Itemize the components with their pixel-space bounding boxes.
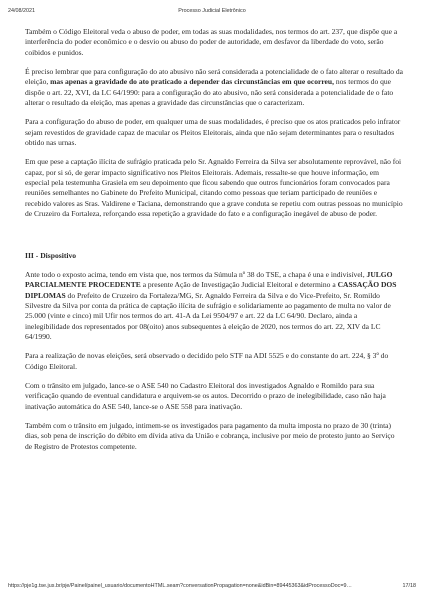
paragraph-configuracao-ato-abusivo: [25, 67, 403, 108]
paragraph-abuso-poder: Para a configuração do abuso de poder, em qualquer uma de suas modalidades, é preciso que os atos praticados pelo infrator sejam revestidos de gravidade capaz de macular os Pleitos Eleitorais, ainda que não sejam determinantes para o resultados obtido nas urnas.: [25, 117, 401, 148]
cassacao-text: CASSAÇÃO DOS DIPLOMAS: [25, 280, 397, 300]
paragraph-text: nos termos do que dispõe o art. 22, XVI, da LC 64/1990: para a configuração do ato abusivo, não será considerada a potencialidade de o fato alterar o resultado da eleição, mas apenas a gravidade das circunstâncias que o caracterizam.: [25, 77, 394, 108]
paragraph-text: do Prefeito de Cruzeiro da Fortaleza/MG, Sr. Agnaldo Ferreira da Silva e do Vice-Prefeito, Sr. Romildo Silvestre da Silva por conta da prática de captação ilícita de sufrágio e solidariamente ao pagamento de multa no valor de 25.000 (vinte e cinco) mil Ufir nos termos do art. 41-A da Lei 9504/97 e art. 22 da LC 64/90. Declaro, ainda a inelegibilidade dos representados por 08(oito) anos subsequentes à eleição de 2020, nos termos do art. 22, XIV da LC 64/1990.: [25, 290, 391, 341]
paragraph-codigo-eleitoral: Também o Código Eleitoral veda o abuso de poder, em todas as suas modalidades, nos termos do art. 237, que dispõe que a interferência do poder econômico e o desvio ou abuso do poder de autoridade, em desfavor da liberdade do voto, serão coibidos e punidos.: [25, 27, 398, 57]
paragraph-text: Ante todo o exposto acima, tendo em vista que, nos termos da Súmula nº 38 do TSE, a chapa é una e indivisível,: [25, 269, 367, 279]
paragraph-text: a presente Ação de Investigação Judicial Eleitoral e determino a: [140, 280, 338, 290]
paragraph-novas-eleicoes: Para a realização de novas eleições, será observado o decidido pelo STF na ADI 5525 e do constante do art. 224, § 3º do Código Eleitoral.: [25, 351, 389, 371]
paragraph-dispositivo: [25, 270, 403, 342]
print-footer: [8, 583, 416, 589]
print-header: [8, 8, 416, 14]
section-title: III - Dispositivo: [25, 250, 77, 260]
emphasis-text: mas apenas a gravidade do ato praticado a depender das circunstâncias em que ocorreu,: [50, 77, 334, 87]
paragraph-text: É preciso lembrar que para configuração do ato abusivo não será considerada a potencialidade de o fato alterar o resultado da eleição,: [25, 67, 404, 87]
print-date: 24/08/2021: [8, 8, 35, 14]
paragraph-transito-julgado: Com o trânsito em julgado, lance-se o ASE 540 no Cadastro Eleitoral dos investigados Agnaldo e Romildo para sua verificação quando de eventual candidatura e arquivem-se os autos. Decorrido o prazo de inelegibilidade, caso não haja inativação automática do ASE 540, lance-se o ASE 558 para inativação.: [25, 380, 386, 411]
document-url: https://pje1g.tse.jus.br/pje/Painel/painel_usuario/documentoHTML.seam?conversationPropagation=none&idBin=89445363&idProcessoDoc=9…: [8, 583, 352, 589]
page-number: 17/18: [402, 583, 416, 589]
paragraph-captacao-ilicita: Em que pese a captação ilícita de sufrágio praticada pelo Sr. Agnaldo Ferreira da Silva ser absolutamente reprovável, não foi capaz, por si só, de gerar impacto significativo nos Pleitos Eleitorais. Ademais, ressalte-se que houve informação, em especial pela testemunha Grasiela em seu depoimento que ficou sabendo que outros funcionários foram convocados para reuniões semelhantes no Gabinete do Prefeito Municipal, citando como pessoas que teriam participado de reuniões e recebido valores as Sras. Valdirene e Taciana, demonstrando que a grave conduta se repetiu com outras pessoas no município de Cruzeiro da Fortaleza, reforçando essa repetição a gravidade do fato e a configuração inegável de abuso de poder.: [25, 157, 403, 219]
verdict-text: JULGO PARCIALMENTE PROCEDENTE: [25, 269, 393, 290]
document-body: [25, 27, 403, 461]
print-title: Processo Judicial Eletrônico: [178, 8, 246, 14]
paragraph-multa: Também com o trânsito em julgado, intimem-se os investigados para pagamento da multa imposta no prazo de 30 (trinta) dias, sob pena de inscrição do débito em dívida ativa da União e cobrança, inclusive por meio de protesto junto ao Serviço de Registro de Protestos competente.: [25, 420, 395, 451]
